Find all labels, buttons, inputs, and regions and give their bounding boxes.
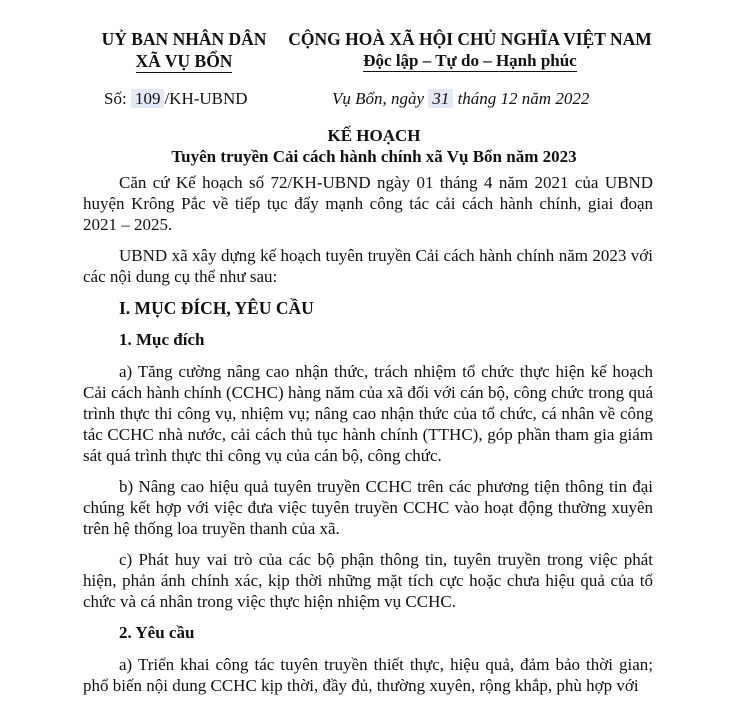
- number-prefix: Số:: [104, 89, 127, 108]
- national-motto-block: [282, 28, 658, 72]
- document-meta: [0, 88, 748, 112]
- document-subtitle: Tuyên truyền Cải cách hành chính xã Vụ Bổn năm 2023: [171, 147, 577, 166]
- subsection-heading-requirements: 2. Yêu cầu: [119, 623, 195, 642]
- issuer-locality: XÃ VỤ BỔN: [135, 51, 233, 71]
- national-title: CỘNG HOÀ XÃ HỘI CHỦ NGHĨA VIỆT NAM: [288, 29, 652, 49]
- paragraph-item-c: c) Phát huy vai trò của các bộ phận thông tin, tuyên truyền trong việc phát hiện, phản ánh chính xác, kịp thời những mặt tích cực hoặc chưa hiệu quả của tổ chức và cá nhân trong việc thực hiện nhiệm vụ CCHC.: [83, 550, 653, 611]
- document-title: KẾ HOẠCH: [327, 126, 421, 145]
- paragraph-item-b: b) Nâng cao hiệu quả tuyên truyền CCHC trên các phương tiện thông tin đại chúng kết hợp với việc đưa việc tuyên truyền CCHC vào hoạt động thường xuyên trên hệ thống loa truyền thanh của xã.: [83, 477, 653, 538]
- document-date: [332, 88, 589, 110]
- national-motto: Độc lập – Tự do – Hạnh phúc: [363, 51, 577, 70]
- date-prefix: Vụ Bổn, ngày: [332, 89, 425, 108]
- document-body: [83, 172, 653, 706]
- number-field: 109: [131, 89, 165, 108]
- date-suffix: tháng 12 năm 2022: [457, 89, 590, 108]
- section-heading: I. MỤC ĐÍCH, YÊU CẦU: [119, 298, 314, 318]
- paragraph-item-a: a) Tăng cường nâng cao nhận thức, trách nhiệm tổ chức thực hiện kế hoạch Cải cách hành chính (CCHC) hàng năm của xã đối với cán bộ, công chức trong quá trình thực thi công vụ, nhiệm vụ; nâng cao nhận thức của tổ chức, cá nhân về công tác CCHC nhà nước, cải cách thủ tục hành chính (TTHC), góp phần tham gia giám sát quá trình thực thi công vụ của cán bộ, công chức.: [83, 362, 653, 465]
- paragraph-basis: Căn cứ Kế hoạch số 72/KH-UBND ngày 01 tháng 4 năm 2021 của UBND huyện Krông Pắc về tiếp tục đẩy mạnh công tác cải cách hành chính, giai đoạn 2021 – 2025.: [83, 173, 653, 234]
- date-day-field: 31: [428, 89, 453, 108]
- issuer-name: UỶ BAN NHÂN DÂN: [101, 29, 267, 49]
- subsection-heading-purpose: 1. Mục đích: [119, 330, 205, 349]
- paragraph-intro: UBND xã xây dựng kế hoạch tuyên truyền Cải cách hành chính năm 2023 với các nội dung cụ thể như sau:: [83, 246, 653, 286]
- number-suffix: /KH-UBND: [164, 89, 248, 108]
- paragraph-requirement-a: a) Triển khai công tác tuyên truyền thiết thực, hiệu quả, đảm bảo thời gian; phổ biến nội dung CCHC kịp thời, đầy đủ, thường xuyên, rộng khắp, phù hợp với: [83, 655, 653, 695]
- issuer-block: [78, 28, 290, 72]
- document-number: [104, 88, 248, 110]
